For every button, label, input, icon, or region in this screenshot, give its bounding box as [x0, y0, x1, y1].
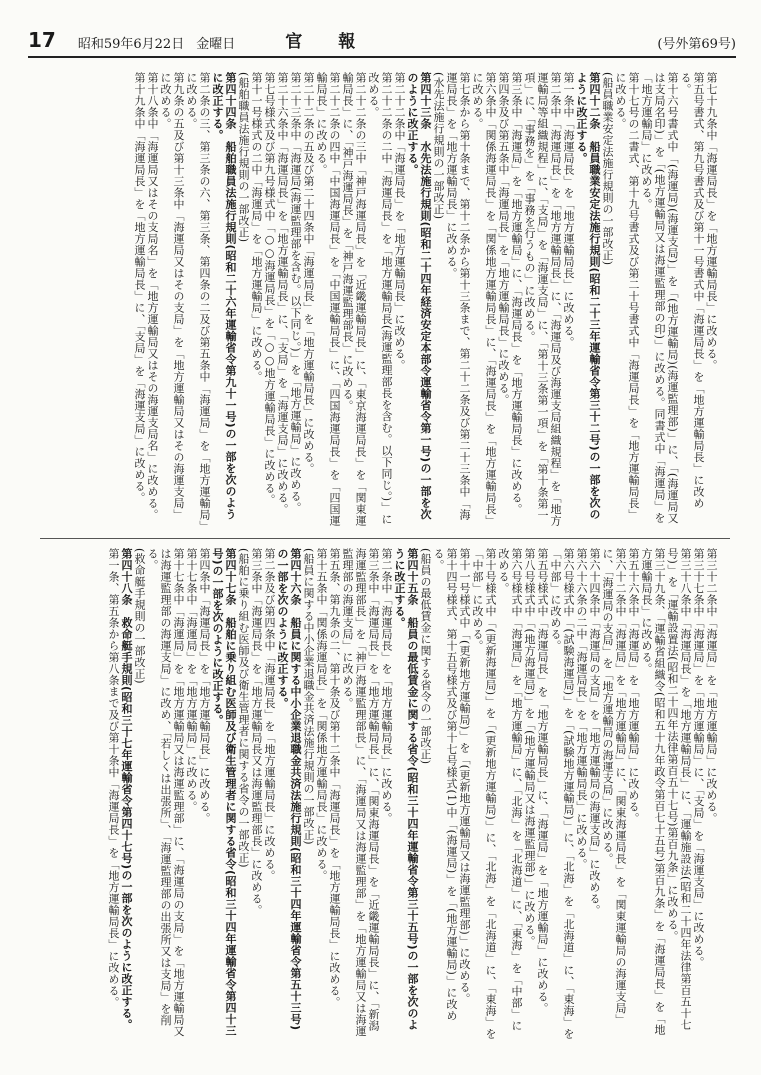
text-column: 第二条及び第四条中「海運局長」を「地方運輸局長」に改める。: [263, 548, 276, 882]
text-column: 第十九条中「海運局長」を「地方運輸局長」に、「支局」を「海運支局」に改める。: [133, 72, 146, 504]
text-column: 第四十八条 救命艇手規則(昭和三十七年運輸省令第四十七号)の一部を次のように改正する。: [120, 548, 133, 1031]
text-column: 第四十二条 船員職業安定法施行規則(昭和二十三年運輸省令第三十二号)の一部を次のように改正する。: [575, 72, 601, 521]
text-column: 第六条中「関係海運局長」を「関係地方運輸局長」に、「海運局長」を「地方運輸局長」に改める。: [471, 72, 497, 527]
text-column: 第二十二条の二中「海運局長」を「地方運輸局長(海運監理部長を含む。以下同じ。)」に改める。: [367, 72, 393, 525]
text-column: 第四十四条 船舶職員法施行規則(昭和二十六年運輸省令第九十一号)の一部を次のように改正する。: [211, 72, 237, 521]
text-column: (船員職業安定法施行規則の一部改正): [601, 72, 614, 266]
text-column: 第三条中「海運局」を「地方運輸局」に、「海運局長」を「地方運輸局長」に改める。: [510, 72, 523, 515]
text-column: (船員に関する中小企業退職金共済法施行規則の一部改正): [302, 548, 315, 846]
text-column: 第二条中「海運局長」を「地方運輸局長」に改める。: [380, 548, 393, 824]
text-column: 第三十七条中「海運局」を「地方運輸局」に、「支局」を「海運支局」に改める。: [692, 548, 705, 968]
text-column: 第二十二条中「海運局長」を「地方運輸局長」に改める。: [393, 72, 406, 371]
text-column: (船舶職員法施行規則の一部改正): [237, 72, 250, 243]
section-divider: [40, 538, 730, 539]
text-column: 第二十二条の四中「中国海運局長」を「中国運輸局長」に、「四国海運局長」を「四国運輸局長」に改める。: [315, 72, 341, 527]
text-column: 第六十六条の二中「海運局長」を「地方運輸局長」に改める。: [575, 548, 588, 870]
text-column: 第六十二条中「海運局」を「地方運輸局」に、「関東海運局長」を「関東運輸局の海運支局」に、「海運局の支局」を「地方運輸局の海運支局」に改める。: [601, 548, 627, 1026]
text-column: 第七十九条中「海運局長」を「地方運輸局長」に改める。: [705, 72, 718, 371]
text-column: 第七号様式及び第九号様式中「○○海運局長」を「○○地方運輸局長」に改める。: [263, 72, 276, 506]
text-column: 第十五条中「関係海運局長」を「関係地方運輸局長」に改める。: [315, 548, 328, 882]
lower-text-block: [60, 548, 718, 1040]
text-column: (船舶に乗り組む医師及び衛生管理者に関する省令の一部改正): [237, 548, 250, 869]
text-column: 第十七条中「海運局」を「地方運輸局又は海運監理部」に、「海運局の支局」を「地方運輸局又は海運監理部の海運支局」に改め、「若しくは出張所」、「海運監理部の出張所又は支局」を削る。: [146, 548, 185, 1037]
text-column: 第四十六条 船員に関する中小企業退職金共済法施行規則(昭和三十四年運輸省令第五十三号)の一部を次のように改正する。: [276, 548, 302, 1031]
text-column: 第三条中「海運局長」を「地方運輸局長又は海運監理部長」に改める。: [250, 548, 263, 916]
text-column: 第三十九条、「運輸省組織令(昭和五十九年政令第百七十五号)第百九条」を「海運局長」を「地方運輸局長」に改める。: [640, 548, 666, 1036]
text-column: 第三十八条中「海運局長」を「地方運輸局長」に、「運輸施設法(昭和二十四年法律第百五十七号)」を「運輸設置法(昭和二十四年法律第百五十七号)第百九条」に改める。: [666, 548, 692, 1031]
page-number: 17: [28, 28, 56, 52]
text-column: 第三条中「海運局長」を「地方運輸局長」に、「関東海運局長」を「近畿運輸局長」に、「新潟海運監理部長」を「神戸海運監理部長」に、「海運局又は海運監理部」を「地方運輸局又は海運監理部の海運支局」に改める。: [341, 548, 380, 1037]
text-column: 第五号書式、第九号書式及び第十一号書式中「海運局長」を「地方運輸局長」に改める。: [679, 72, 705, 509]
text-column: (救命艇手規則の一部改正): [133, 548, 146, 685]
text-column: 第九条の五及び第十三条中「海運局又はその支局」を「地方運輸局又はその海運支局」に改める。: [159, 72, 185, 521]
text-column: 第二十二条の五及び第二十四条中「海運局長」を「地方運輸局長」に改める。: [302, 72, 315, 475]
text-column: 第八号様式中「(地方海運局)」を「(地方運輸局又は海運監理部)」に改める。: [523, 548, 536, 947]
text-column: 第一条、第五条から第八条まで及び第十条中「海運局長」を「地方運輸局長」に改める。: [107, 548, 120, 1008]
text-column: 第六号様式中「(試験海運局)」を「(試験地方運輸局)」に、「北海」を「北海道」に、「東海」を「中部」に改める。: [549, 548, 575, 1040]
upper-text-block: [60, 72, 718, 530]
weekday: 金曜日: [196, 37, 236, 52]
text-column: 第一条中「海運局長」を「地方運輸局長」に改める。: [562, 72, 575, 348]
text-column: 第二十六条中「海運局長」を「地方運輸局長」に、「支局」を「海運支局」に改める。: [276, 72, 289, 515]
text-column: 第十六号書式中「(海運局)(海運支局)」を「(地方運輸局)(海運監理部)」に、「(海運局又は支局名印)」を「(地方運輸局又は海運監理部の印)」に改める。同書式中「海運局」を「地方運輸局」に改める。: [640, 72, 679, 524]
text-column: 第二条中「海運局長」を「地方運輸局長」に、「海運局及び海運支局組織規程」を「地方運輸局等組織規程」に、「支局」を「海運支局」に、「第十三条第一項」を「第十条第一項」に、「事務を」を「事務を行うもの」に改める。: [523, 72, 562, 527]
text-column: 第十一号様式の二中「海運局」を「地方運輸局」に改める。: [250, 72, 263, 383]
text-column: 第五号様式中「海運局長」を「地方運輸局長」に、「海運局」を「地方運輸局」に改める。: [536, 548, 549, 1014]
text-column: 第十八条中「海運局又はその支局名」を「地方運輸局又はその海運支局名」に改める。: [146, 72, 159, 521]
text-column: 第十号様式中「(更新海運局)」を「(更新地方運輸局)」に、「北海」を「北海道」に、「東海」を「中部」に改める。: [471, 548, 497, 1040]
text-column: 第五十六条中「海運局」を「地方運輸局」に改める。: [627, 548, 640, 824]
text-column: 第七条から第十条まで、第十二条から第十三条まで、第二十二条及び第二十三条中「海運局長」を「地方運輸局長」に改める。: [445, 72, 471, 521]
text-column: 第二十三条中「海運局(海運監理部を含む。以下同じ。)」を「地方運輸局」に改める。: [289, 72, 302, 514]
text-column: 第四条中「海運局長」を「地方運輸局長」に改める。: [198, 548, 211, 824]
text-column: 第十一号様式中「(更新地方運輸局)」を「(更新地方運輸局又は海運監理部)」に改める。: [458, 548, 471, 1005]
text-column: 第六十四条中「海運局の支局」を「地方運輸局の海運支局」に改める。: [588, 548, 601, 916]
text-column: (船員の最低賃金に関する省令の一部改正): [419, 548, 432, 765]
text-column: 第四十三条 水先法施行規則(昭和二十四年経済安定本部令運輸省令第一号)の一部を次のように改正する。: [406, 72, 432, 521]
text-column: 第四十五条 船員の最低賃金に関する省令(昭和三十四年運輸省令第三十五号)の一部を次のように改正する。: [393, 548, 419, 1031]
issue-number: (号外第69号): [657, 37, 736, 52]
text-column: 第五条、第九条の二、第十条及び第十二条中「海運局長」を「地方運輸局長」に改める。: [328, 548, 341, 1008]
text-column: 第十七号の二書式、第十九号書式及び第二十号書式中「海運局長」を「地方運輸局長」に改める。: [614, 72, 640, 521]
text-column: 第十四号様式、第十五号様式及び第十七号様式(1)中「(海運局)」を「(地方運輸局)」に改める。: [432, 548, 458, 1022]
text-column: 第二条の三、第三条の六、第三条、第四条の二及び第五条中「海運局」を「地方運輸局」に改める。: [185, 72, 211, 527]
text-column: 第六号様式中「海運局」を「地方運輸局」に、「北海」を「北海道」に、「東海」を「中部」に改める。: [497, 548, 523, 1032]
text-column: 第四条及び第五条中「海運局長」を「地方運輸局長」に改める。: [497, 72, 510, 406]
text-column: 第十七条中「海運局」を「地方運輸局」に改める。: [185, 548, 198, 813]
text-column: 第三十二条中「海運局」を「地方運輸局」に改める。: [705, 548, 718, 824]
text-column: 第二十二条の三中「神戸海運局長」を「近畿運輸局長」に、「東京海運局長」を「関東運輸局長」に、「神戸海運局長」を「神戸海運監理部長」に改める。: [341, 72, 367, 527]
text-column: (水先法施行規則の一部改正): [432, 72, 445, 220]
issue-date: 昭和59年6月22日: [77, 37, 185, 52]
page-header: [28, 22, 736, 58]
text-column: 第四十七条 船舶に乗り組む医師及び衛生管理者に関する省令(昭和三十四年運輸省令第四十三号)の一部を次のように改正する。: [211, 548, 237, 1037]
gazette-title: 官報: [285, 32, 392, 52]
